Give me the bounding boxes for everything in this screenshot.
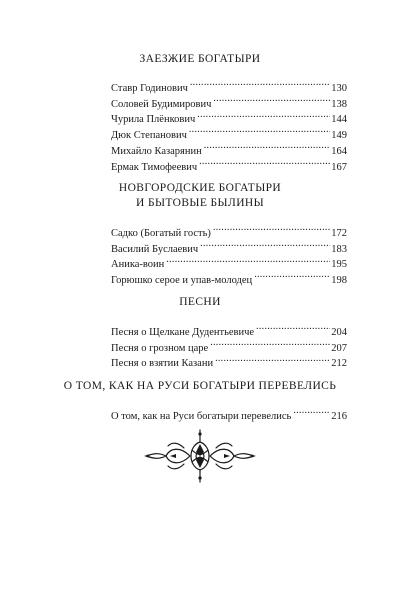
toc-entry-title: Соловей Будимирович	[111, 98, 212, 110]
leader-dots	[293, 403, 330, 419]
toc-entry-page: 130	[331, 82, 347, 94]
leader-dots	[204, 138, 331, 154]
toc-entry-title: Садко (Богатый гость)	[111, 227, 211, 239]
toc-entry-page: 207	[331, 342, 347, 354]
section-heading	[0, 181, 400, 211]
section-heading	[0, 379, 400, 394]
leader-dots	[213, 220, 330, 236]
toc-entry-title: Василий Буслаевич	[111, 243, 199, 255]
toc-entry-page: 198	[331, 275, 347, 287]
leader-dots	[189, 122, 330, 138]
leader-dots	[166, 252, 330, 268]
toc-entry-title: Песня о грозном царе	[111, 342, 209, 354]
toc-entry-title: О том, как на Руси богатыри перевелись	[111, 410, 292, 422]
section-heading-line: НОВГОРОДСКИЕ БОГАТЫРИ	[118, 182, 282, 194]
toc-list	[111, 403, 347, 422]
toc-entry-title: Ермак Тимофеевич	[111, 161, 198, 173]
leader-dots	[215, 351, 330, 367]
toc-entry-page: 144	[331, 114, 347, 126]
leader-dots	[254, 267, 330, 283]
leader-dots	[200, 236, 330, 252]
toc-entry-page: 149	[331, 130, 347, 142]
toc-entry-title: Аника-воин	[111, 259, 165, 271]
toc-entry-title: Песня о взятии Казани	[111, 358, 214, 370]
section-heading-line: И БЫТОВЫЕ БЫЛИНЫ	[135, 197, 265, 209]
toc-entry-title: Ставр Годинович	[111, 82, 188, 94]
toc-list	[111, 75, 347, 173]
toc-entry-page: 195	[331, 259, 347, 271]
leader-dots	[190, 75, 330, 91]
leader-dots	[197, 107, 330, 123]
toc-entry-page: 138	[331, 98, 347, 110]
toc-entry-page: 216	[331, 410, 347, 422]
toc-entry-page: 183	[331, 243, 347, 255]
toc-entry[interactable]	[111, 403, 347, 422]
section-heading-line: ЗАЕЗЖИЕ БОГАТЫРИ	[139, 53, 261, 65]
section-heading-line: О ТОМ, КАК НА РУСИ БОГАТЫРИ ПЕРЕВЕЛИСЬ	[63, 380, 337, 392]
toc-entry-title: Горюшко серое и упав-молодец	[111, 275, 253, 287]
section-heading-line: ПЕСНИ	[179, 296, 221, 308]
toc-entry[interactable]	[111, 319, 347, 338]
section-heading	[0, 52, 400, 67]
toc-list	[111, 319, 347, 370]
toc-list	[111, 220, 347, 287]
toc-entry-page: 212	[331, 358, 347, 370]
section-heading	[0, 295, 400, 310]
leader-dots	[210, 335, 330, 351]
toc-entry-title: Михайло Казарянин	[111, 145, 202, 157]
toc-entry-page: 204	[331, 326, 347, 338]
toc-entry-page: 164	[331, 145, 347, 157]
toc-entry-title: Чурила Плёнкович	[111, 114, 196, 126]
toc-entry-title: Дюк Степанович	[111, 130, 187, 142]
toc-entry-page: 167	[331, 161, 347, 173]
celtic-knot-ornament-icon	[140, 428, 260, 484]
toc-entry-page: 172	[331, 227, 347, 239]
toc-entry[interactable]	[111, 220, 347, 239]
toc-entry-title: Песня о Щелкане Дудентьевиче	[111, 326, 255, 338]
leader-dots	[256, 319, 330, 335]
leader-dots	[213, 91, 330, 107]
toc-entry[interactable]	[111, 75, 347, 94]
leader-dots	[199, 154, 330, 170]
